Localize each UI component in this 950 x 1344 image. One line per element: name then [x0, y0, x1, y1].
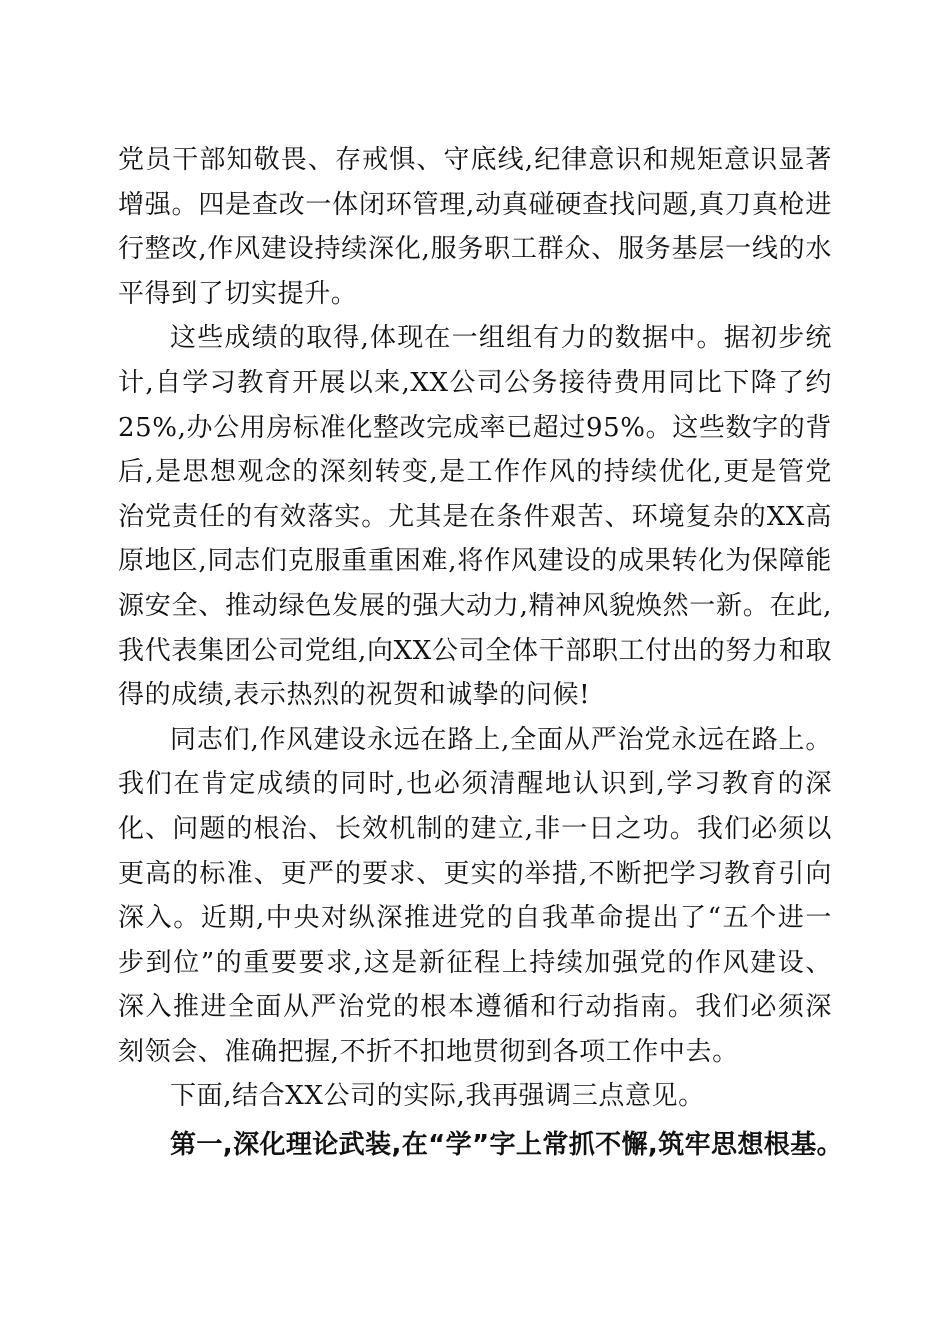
- paragraph-style-building: 同志们,作风建设永远在路上,全面从严治党永远在路上。我们在肯定成绩的同时,也必须清醒地认识到,学习教育的深化、问题的根治、长效机制的建立,非一日之功。我们必须以更高的标准、更严的要求、更实的举措,不断把学习教育引向深入。近期,中央对纵深推进党的自我革命提出了“五个进一步到位”的重要要求,这是新征程上持续加强党的作风建设、深入推进全面从严治党的根本遵循和行动指南。我们必须深刻领会、准确把握,不折不扣地贯彻到各项工作中去。: [118, 724, 832, 1067]
- paragraph-achievements-data: 这些成绩的取得,体现在一组组有力的数据中。据初步统计,自学习教育开展以来,XX公司公务接待费用同比下降了约25%,办公用房标准化整改完成率已超过95%。这些数字的背后,是思想观念的深刻转变,是工作作风的持续优化,更是管党治党责任的有效落实。尤其是在条件艰苦、环境复杂的XX高原地区,同志们克服重重困难,将作风建设的成果转化为保障能源安全、推动绿色发展的强大动力,精神风貌焕然一新。在此,我代表集团公司党组,向XX公司全体干部职工付出的努力和取得的成绩,表示热烈的祝贺和诚挚的问候!: [118, 323, 832, 711]
- paragraph-three-opinions: 下面,结合XX公司的实际,我再强调三点意见。: [170, 1081, 705, 1112]
- section-heading-first: 第一,深化理论武装,在“学”字上常抓不懈,筑牢思想根基。: [170, 1130, 844, 1161]
- document-body: [118, 138, 844, 1168]
- paragraph-continuation: 党员干部知敬畏、存戒惧、守底线,纪律意识和规矩意识显著增强。四是查改一体闭环管理,动真碰硬查找问题,真刀真枪进行整改,作风建设持续深化,服务职工群众、服务基层一线的水平得到了切实提升。: [118, 145, 832, 309]
